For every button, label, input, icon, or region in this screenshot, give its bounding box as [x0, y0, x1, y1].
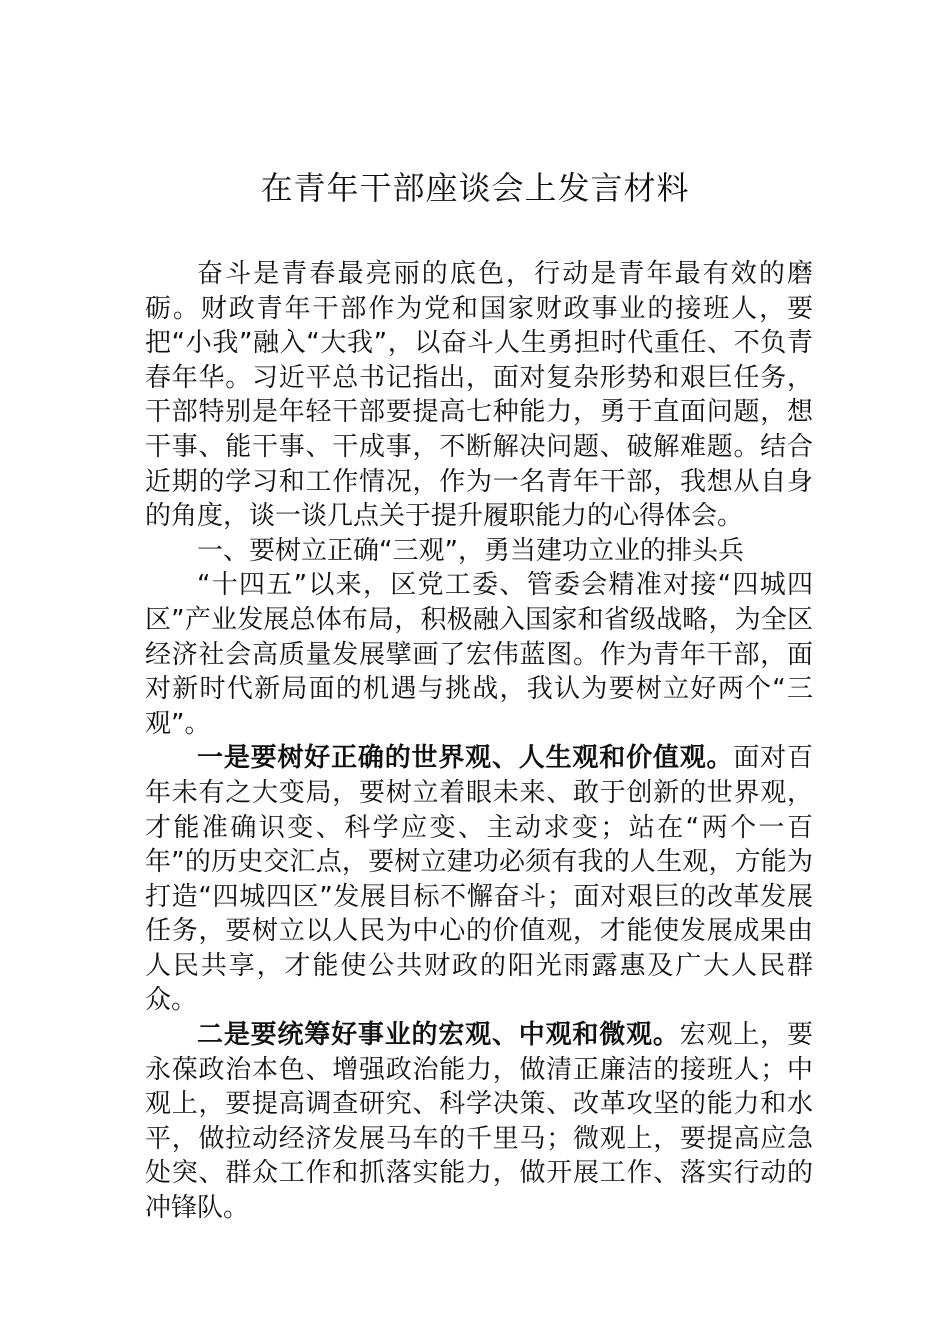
document-title: 在青年干部座谈会上发言材料 [260, 169, 690, 207]
point-two-lead: 二是要统筹好事业的宏观、中观和微观。 [197, 1020, 680, 1051]
intro-paragraph-text: 奋斗是青春最亮丽的底色，行动是青年最有效的磨砺。财政青年干部作为党和国家财政事业的接班人，要把“小我”融入“大我”，以奋斗人生勇担时代重任、不负青春年华。习近平总书记指出，面对复杂形势和艰巨任务，干部特别是年轻干部要提高七种能力，勇于直面问题，想干事、能干事、干成事，不断解决问题、破解难题。结合近期的学习和工作情况，作为一名青年干部，我想从自身的角度，谈一谈几点关于提升履职能力的心得体会。 [145, 259, 813, 532]
point-two-text: 宏观上，要永葆政治本色、增强政治能力，做清正廉洁的接班人；中观上，要提高调查研究、科学决策、改革攻坚的能力和水平，做拉动经济发展马车的千里马；微观上，要提高应急处突、群众工作和抓落实能力，做开展工作、落实行动的冲锋队。 [145, 1020, 813, 1224]
point-one-text: 面对百年未有之大变局，要树立着眼未来、敢于创新的世界观，才能准确识变、科学应变、主动求变；站在“两个一百年”的历史交汇点，要树立建功必须有我的人生观，方能为打造“四城四区”发展目标不懈奋斗；面对艰巨的改革发展任务，要树立以人民为中心的价值观，才能使发展成果由人民共享，才能使公共财政的阳光雨露惠及广大人民群众。 [145, 743, 813, 1016]
section-heading-text: 一、要树立正确“三观”，勇当建功立业的排头兵 [197, 535, 744, 566]
point-one-paragraph [145, 741, 813, 1018]
section-paragraph [145, 568, 813, 741]
section-paragraph-text: “十四五”以来，区党工委、管委会精准对接“四城四区”产业发展总体布局，积极融入国家和省级战略，为全区经济社会高质量发展擘画了宏伟蓝图。作为青年干部，面对新时代新局面的机遇与挑战，我认为要树立好两个“三观”。 [145, 570, 813, 739]
section-heading [145, 534, 813, 569]
point-two-paragraph [145, 1018, 813, 1226]
intro-paragraph [145, 257, 813, 534]
document-body [145, 257, 813, 1226]
point-one-lead: 一是要树好正确的世界观、人生观和价值观。 [197, 743, 734, 774]
